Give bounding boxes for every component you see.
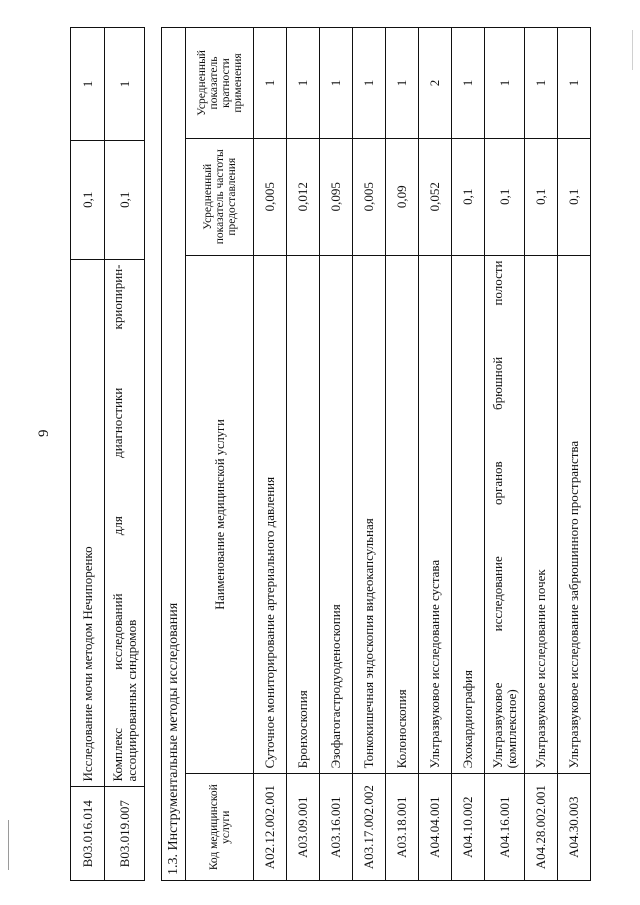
service-code: A03.18.001 <box>386 774 419 881</box>
frequency-value: 0,095 <box>320 138 353 255</box>
frequency-value: 0,005 <box>353 138 386 255</box>
multiplicity-value: 1 <box>485 28 525 139</box>
service-name-text: Исследование мочи методом Нечипоренко <box>79 546 95 782</box>
service-name: Ультразвуковое исследование почек <box>525 255 558 774</box>
table-row <box>320 28 353 881</box>
frequency-value: 0,1 <box>105 140 145 259</box>
service-name: Эзофагогастродуоденоскопия <box>320 255 353 774</box>
service-code: A03.16.001 <box>320 774 353 881</box>
table-row <box>485 28 525 881</box>
header-multiplicity: Усредненный показатель кратности применения <box>186 28 254 139</box>
service-name <box>485 255 525 774</box>
multiplicity-value: 1 <box>386 28 419 139</box>
table-row <box>386 28 419 881</box>
multiplicity-value: 1 <box>452 28 485 139</box>
multiplicity-value: 1 <box>320 28 353 139</box>
service-name: Бронхоскопия <box>287 255 320 774</box>
table-row <box>254 28 287 881</box>
frequency-value: 0,052 <box>419 138 452 255</box>
multiplicity-value: 1 <box>254 28 287 139</box>
service-code: A04.16.001 <box>485 774 525 881</box>
service-name: Суточное мониторирование артериального давления <box>254 255 287 774</box>
multiplicity-value: 1 <box>525 28 558 139</box>
multiplicity-value: 1 <box>71 28 105 141</box>
service-name <box>105 259 145 787</box>
service-name: Тонкокишечная эндоскопия видеокапсульная <box>353 255 386 774</box>
service-code: A04.28.002.001 <box>525 774 558 881</box>
service-code: B03.016.014 <box>71 787 105 881</box>
frequency-value: 0,005 <box>254 138 287 255</box>
service-code: A04.30.003 <box>558 774 591 881</box>
service-code: A04.10.002 <box>452 774 485 881</box>
service-code: A03.09.001 <box>287 774 320 881</box>
service-code: A04.04.001 <box>419 774 452 881</box>
table-row <box>287 28 320 881</box>
service-code: A02.12.002.001 <box>254 774 287 881</box>
table-row <box>105 28 145 881</box>
service-name: Эхокардиография <box>452 255 485 774</box>
table-row <box>452 28 485 881</box>
frequency-value: 0,1 <box>452 138 485 255</box>
instrumental-methods-table <box>161 27 591 881</box>
header-code: Код медицинской услуги <box>186 774 254 881</box>
header-name: Наименование медицинской услуги <box>186 255 254 774</box>
frequency-value: 0,012 <box>287 138 320 255</box>
service-name: Ультразвуковое исследование сустава <box>419 255 452 774</box>
service-code: A03.17.002.002 <box>353 774 386 881</box>
service-code: B03.019.007 <box>105 787 145 881</box>
multiplicity-value: 1 <box>287 28 320 139</box>
service-name-line: ассоциированных синдромов <box>123 619 139 782</box>
frequency-value: 0,1 <box>485 138 525 255</box>
service-name: Ультразвуковое исследование забрюшинного пространства <box>558 255 591 774</box>
section-title: 1.3. Инструментальные методы исследования <box>162 28 186 881</box>
frequency-value: 0,1 <box>71 140 105 259</box>
top-services-table <box>70 27 145 881</box>
multiplicity-value: 1 <box>105 28 145 141</box>
page-number: 9 <box>36 429 52 437</box>
frequency-value: 0,1 <box>525 138 558 255</box>
frequency-value: 0,09 <box>386 138 419 255</box>
service-name: Колоноскопия <box>386 255 419 774</box>
frequency-value: 0,1 <box>558 138 591 255</box>
section-title-row <box>162 28 186 881</box>
table-row <box>525 28 558 881</box>
multiplicity-value: 1 <box>558 28 591 139</box>
table-header-row <box>186 28 254 881</box>
table-row <box>419 28 452 881</box>
multiplicity-value: 1 <box>353 28 386 139</box>
table-row <box>558 28 591 881</box>
multiplicity-value: 2 <box>419 28 452 139</box>
header-frequency: Усредненный показатель частоты предоставления <box>186 138 254 255</box>
table-row <box>71 28 105 881</box>
service-name <box>71 259 105 787</box>
service-name-line: Комплекс исследований для диагностики криопирин- <box>109 264 125 782</box>
service-name-line: Ультразвуковое исследование органов брюшной полости <box>489 260 505 769</box>
service-name-line: (комплексное) <box>503 689 519 769</box>
table-row <box>353 28 386 881</box>
